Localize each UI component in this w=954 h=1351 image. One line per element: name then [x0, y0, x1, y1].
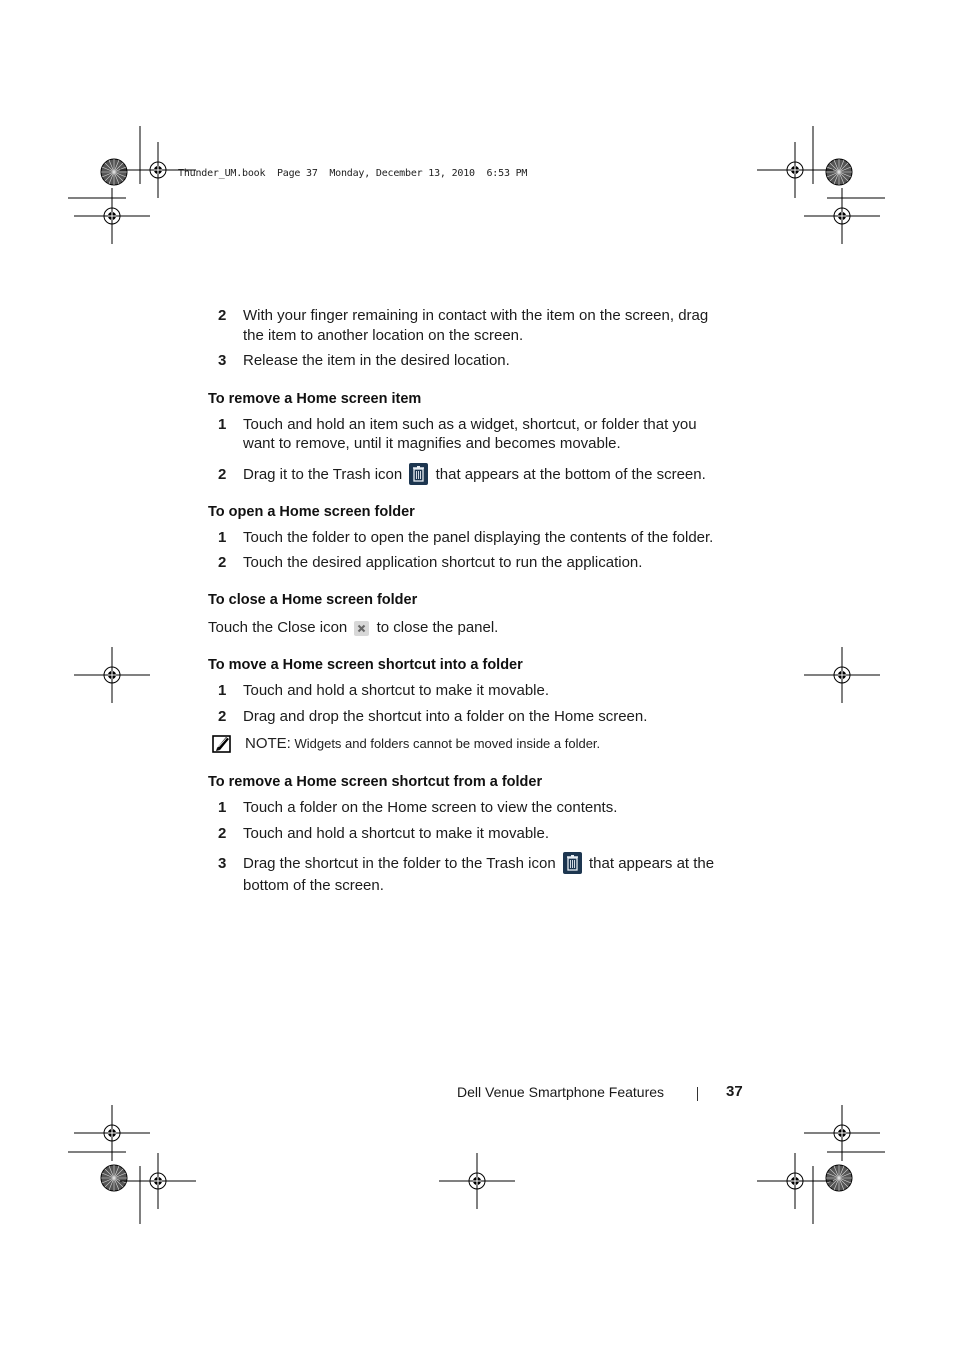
step-text: Touch a folder on the Home screen to view the contents. [243, 799, 618, 817]
step-number: 3 [218, 352, 227, 369]
list-item [208, 824, 728, 844]
section-heading: To close a Home screen folder [208, 591, 418, 608]
paragraph [208, 618, 728, 638]
step-text: Touch and hold a shortcut to make it movable. [243, 682, 550, 700]
section-heading: To move a Home screen shortcut into a folder [208, 657, 523, 674]
section-heading: To open a Home screen folder [208, 503, 415, 520]
page-number: 37 [726, 1083, 743, 1100]
text-before: Touch the Close icon [208, 618, 348, 636]
list-item [208, 707, 728, 727]
list-item [208, 553, 728, 573]
step-text-before: Drag it to the Trash icon [243, 465, 403, 483]
note-pencil-icon [212, 733, 232, 753]
section-heading: To remove a Home screen item [208, 390, 422, 407]
note-label: NOTE: [245, 735, 291, 753]
step-number: 2 [218, 465, 227, 483]
step-text: Touch and hold an item such as a widget, shortcut, or folder that you want to remove, until it magnifies and becomes movable. [243, 415, 697, 452]
list-item [208, 351, 728, 371]
list-item [208, 528, 728, 548]
page-content [208, 306, 728, 896]
list-item [208, 415, 728, 454]
list-item [208, 464, 728, 486]
step-text-after: that appears at the bottom of the screen. [243, 855, 715, 895]
close-icon [354, 621, 369, 636]
footer-section-title: Dell Venue Smartphone Features [457, 1084, 665, 1100]
step-number: 2 [218, 707, 227, 725]
text-after: to close the panel. [376, 618, 499, 636]
step-number: 2 [218, 824, 227, 842]
trash-icon [409, 463, 428, 485]
step-number: 1 [218, 415, 227, 433]
step-number: 2 [218, 307, 227, 324]
step-number: 1 [218, 528, 227, 546]
step-text: Release the item in the desired location. [243, 352, 510, 369]
section-heading: To remove a Home screen shortcut from a folder [208, 774, 543, 791]
step-number: 1 [218, 799, 227, 817]
step-text: Touch the desired application shortcut to run the application. [243, 554, 643, 572]
list-item [208, 681, 728, 701]
step-number: 1 [218, 682, 227, 700]
footer-divider [697, 1087, 698, 1101]
step-text: With your finger remaining in contact with the item on the screen, drag the item to another location on the screen. [243, 307, 709, 344]
trash-icon [563, 852, 582, 874]
note-text: Widgets and folders cannot be moved inside a folder. [294, 736, 601, 752]
step-text: Touch the folder to open the panel displaying the contents of the folder. [243, 528, 714, 546]
step-number: 3 [218, 855, 227, 873]
step-number: 2 [218, 554, 227, 572]
list-item [208, 798, 728, 818]
step-text: Drag and drop the shortcut into a folder on the Home screen. [243, 707, 648, 725]
note [208, 735, 728, 753]
step-text-before: Drag the shortcut in the folder to the Trash icon [243, 855, 556, 873]
step-text: Touch and hold a shortcut to make it movable. [243, 824, 550, 842]
print-header: Thunder_UM.book Page 37 Monday, December 13, 2010 6:53 PM [178, 168, 528, 179]
step-text-after: that appears at the bottom of the screen. [435, 465, 706, 483]
list-item [208, 306, 728, 345]
list-item [208, 853, 728, 896]
